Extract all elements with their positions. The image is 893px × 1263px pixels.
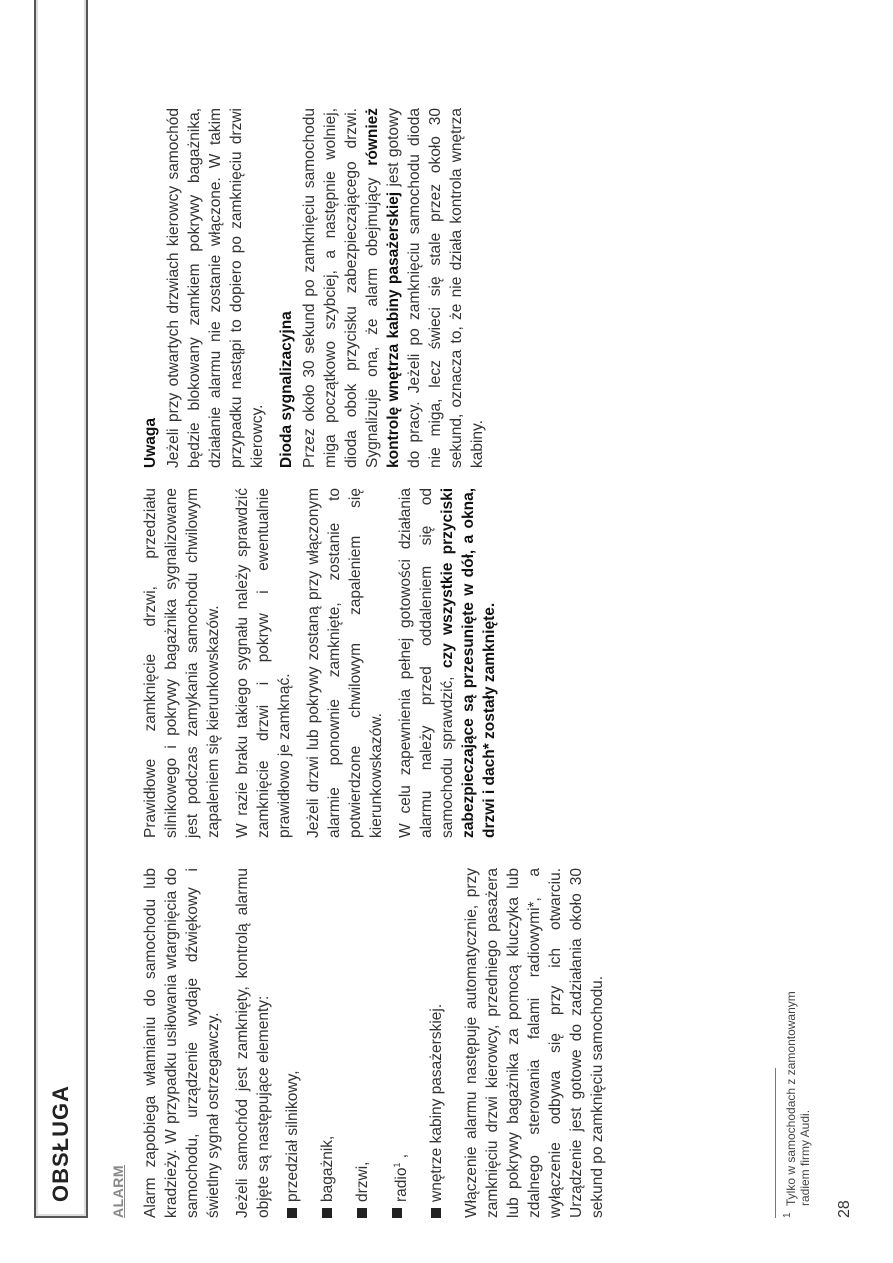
list-item: drzwi, xyxy=(352,868,373,1218)
bold-dioda-text: również kontrolę wnętrza kabiny pasażerskiej xyxy=(364,108,402,468)
uwaga-paragraph: Jeżeli przy otwartych drzwiach kierowcy samochód będzie blokowany zamkiem pokrywy bagażnika, działanie alarmu nie zostanie włączone. W takim przypadku nastąpi to dopiero po zamknięciu drzwi kierowcy. xyxy=(165,108,266,468)
list-item: bagażnik, xyxy=(317,868,338,1218)
column-2 xyxy=(140,488,508,838)
square-bullet-icon xyxy=(357,1208,367,1218)
uwaga-heading: Uwaga xyxy=(142,418,159,468)
footnote-number: 1 xyxy=(782,1212,793,1218)
col1-paragraph-1: Alarm zapobiega włamianiu do samochodu lub kradzieży. W przypadku usiłowania wtargnięcia do samochodu, urządzenie wydaje dźwiękowy i świetlny sygnał ostrzegawczy. xyxy=(142,868,222,1218)
square-bullet-icon xyxy=(322,1208,332,1218)
col1-paragraph-2: Jeżeli samochód jest zamknięty, kontrolą alarmu objęte są następujące elementy: xyxy=(234,868,272,1218)
footnote xyxy=(784,978,812,1218)
dioda-paragraph: Przez około 30 sekund po zamknięciu samochodu miga początkowo szybciej, a następnie wolniej, dioda obok przycisku zabezpieczającego drzwi. Sygnalizuje ona, że alarm obejmujący również kontrolę wnętrza kabiny pasażerskiej jest gotowy do pracy. Jeżeli po zamknięciu samochodu dioda nie miga, lecz świeci się stale przez około 30 sekund, oznacza to, że nie działa kontrola wnętrza kabiny. xyxy=(301,108,486,468)
col1-paragraph-3: Włączenie alarmu następuje automatycznie, przy zamknięciu drzwi kierowcy, przedniego pasażera lub pokrywy bagażnika za pomocą kluczyka lub zdalnego sterowania falami radiowymi*, a wyłączenie odbywa się przy ich otwarciu. Urządzenie jest gotowe do zadziałania około 30 sekund po zamknięciu samochodu. xyxy=(463,868,607,1218)
list-item: radio$^1$ , xyxy=(387,868,412,1218)
dioda-heading: Dioda sygnalizacyjna xyxy=(278,311,295,468)
col2-paragraph-1: Prawidłowe zamknięcie drzwi, przedziału silnikowego i pokrywy bagażnika sygnalizowane jest podczas zamykania samochodu chwilowym zapaleniem się kierunkowskazów. xyxy=(142,488,222,838)
alarm-heading: ALARM xyxy=(110,1164,126,1218)
footnote-text: Tylko w samochodach z zamontowanym radiem firmy Audi. xyxy=(784,991,812,1206)
square-bullet-icon xyxy=(287,1208,297,1218)
page-number: 28 xyxy=(836,1200,853,1218)
list-item: przedział silnikowy, xyxy=(282,868,303,1218)
footnote-divider xyxy=(775,1068,776,1218)
col2-paragraph-4: W celu zapewnienia pełnej gotowości działania alarmu należy przed oddaleniem się od samochodu sprawdzić, czy wszystkie przyciski zabezpieczające są przesunięte w dół, a okna, drzwi i dach* zostały zamknięte. xyxy=(397,487,498,838)
section-header-box xyxy=(34,0,88,1218)
square-bullet-icon xyxy=(431,1208,441,1218)
column-3 xyxy=(140,108,496,468)
column-1 xyxy=(140,868,616,1218)
monitored-elements-list xyxy=(282,868,447,1218)
col2-paragraph-2: W razie braku takiego sygnału należy sprawdzić zamknięcie drzwi i pokryw i ewentualnie prawidłowo je zamknąć. xyxy=(234,488,293,838)
footnote-ref: 1 xyxy=(392,1162,402,1168)
col2-paragraph-3: Jeżeli drzwi lub pokrywy zostaną przy włączonym alarmie ponownie zamknięte, zostanie to potwierdzone chwilowym zapaleniem się kierunkowskazów. xyxy=(305,488,385,838)
square-bullet-icon xyxy=(392,1208,402,1218)
bold-warning-text: czy wszystkie przyciski zabezpieczające są przesunięte w dół, a okna, drzwi i dach* zostały zamknięte. xyxy=(439,487,498,838)
list-item: wnętrze kabiny pasażerskiej. xyxy=(426,868,447,1218)
section-title: OBSŁUGA xyxy=(48,1085,73,1202)
